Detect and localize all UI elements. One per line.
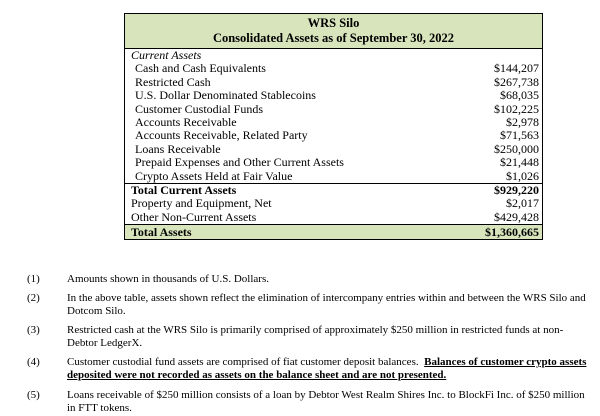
table-row: Crypto Assets Held at Fair Value $1,026 (135, 168, 539, 183)
table-row: Cash and Cash Equivalents $144,207 (135, 61, 539, 76)
footnote-4-emphasis: Balances of customer crypto assets deposited were not recorded as assets on the balance sheet and are not presented (67, 356, 587, 381)
total-current-assets-row: Total Current Assets $929,220 (125, 183, 542, 197)
footnote-4-text: Customer custodial fund assets are comprised of fiat customer deposit balances. (67, 356, 419, 368)
table-row: Prepaid Expenses and Other Current Assets $21,448 (135, 155, 539, 170)
total-assets-row: Total Assets $1,360,665 (125, 224, 542, 239)
table-row: Other Non-Current Assets $429,428 (131, 209, 539, 224)
table-row: Customer Custodial Funds $102,225 (135, 101, 539, 116)
table-subtitle: Consolidated Assets as of September 30, 2022 (212, 31, 455, 45)
footnote-4-end: . (443, 369, 447, 381)
table-row: Restricted Cash $267,738 (135, 74, 539, 89)
table-row: Loans Receivable $250,000 (135, 141, 539, 156)
table-row: Property and Equipment, Net $2,017 (131, 196, 539, 211)
table-row: Accounts Receivable $2,978 (135, 114, 539, 129)
section-label: Current Assets (131, 48, 202, 62)
table-title: WRS Silo (307, 16, 360, 30)
table-row: U.S. Dollar Denominated Stablecoins $68,035 (135, 88, 539, 103)
table-header (125, 14, 542, 49)
assets-table (124, 13, 543, 240)
table-row: Accounts Receivable, Related Party $71,563 (135, 128, 539, 143)
